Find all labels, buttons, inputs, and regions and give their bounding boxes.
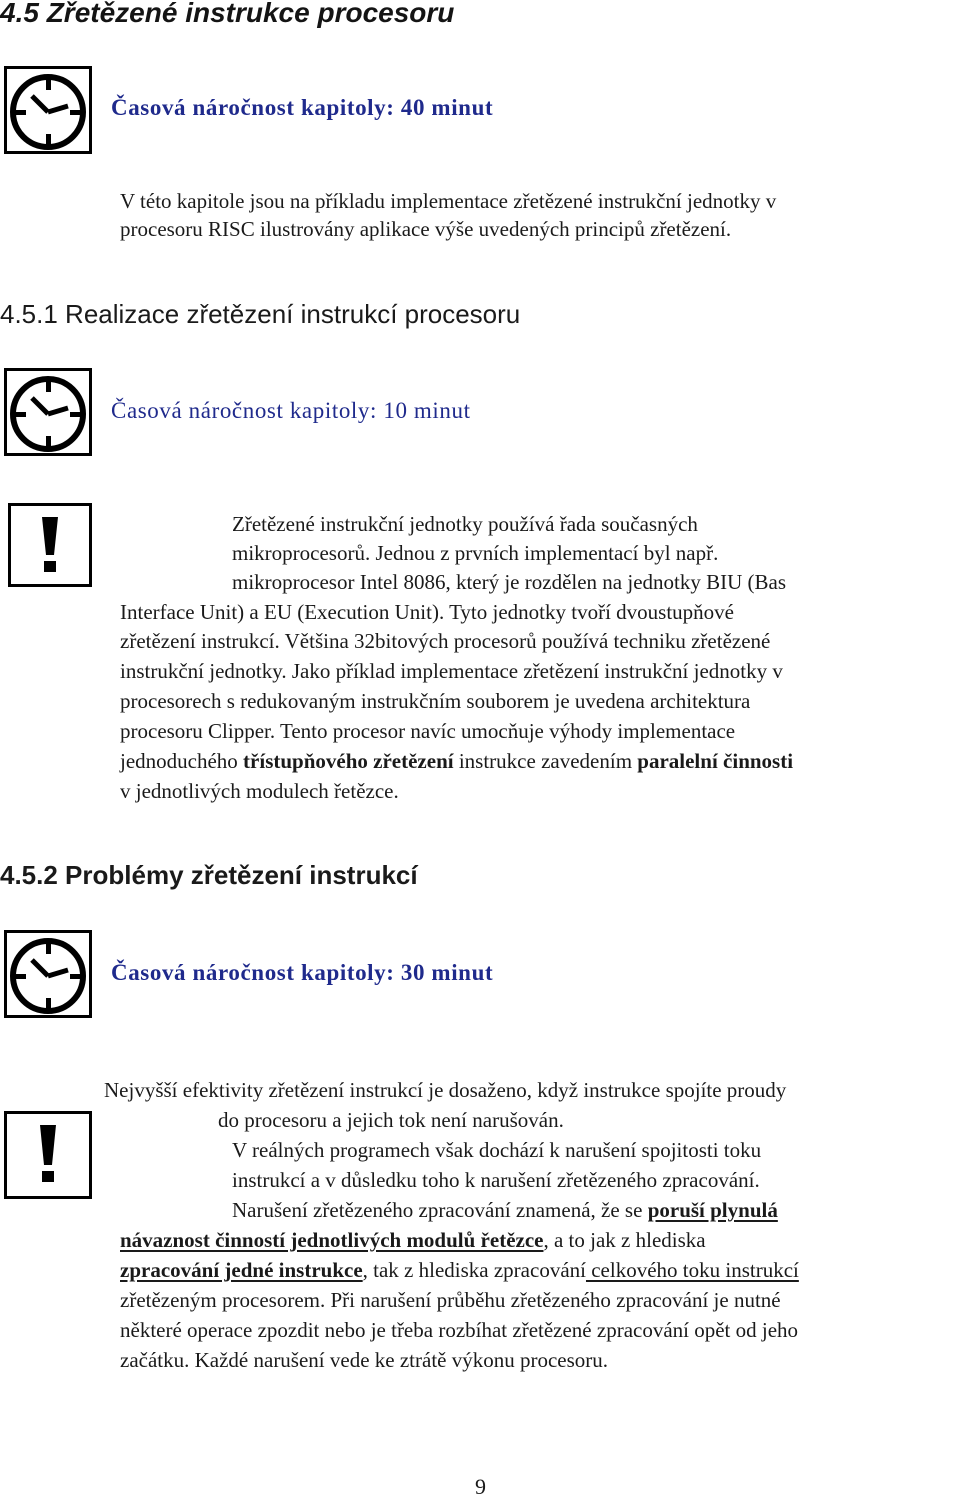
paragraph-line: některé operace zpozdit nebo je třeba rozbíhat zřetězené zpracování opět od jeho [120,1318,799,1342]
text-run: instrukce zavedením [453,749,638,773]
paragraph-line: začátku. Každé narušení vede ke ztrátě výkonu procesoru. [120,1348,609,1372]
text-run: jednoduchého [120,749,244,773]
paragraph-line: Interface Unit) a EU (Execution Unit). Tyto jednotky tvoří dvoustupňové [120,600,734,624]
paragraph-line [120,1225,706,1255]
paragraph-line: v jednotlivých modulech řetězce. [120,779,399,803]
paragraph-line [120,746,793,776]
paragraph-line: V reálných programech však dochází k narušení spojitosti toku [232,1138,762,1162]
paragraph-line: instrukční jednotky. Jako příklad implementace zřetězení instrukční jednotky v [120,659,783,683]
text-run: , tak z hlediska zpracování [362,1258,586,1282]
time-estimate: Časová náročnost kapitoly: 40 minut [111,95,494,120]
paragraph-line: instrukcí a v důsledku toho k narušení zřetězeného zpracování. [232,1168,760,1192]
underlined-term: návaznost činností jednotlivých modulů řetězce [120,1228,544,1252]
time-estimate: Časová náročnost kapitoly: 30 minut [111,960,494,985]
paragraph-line: zřetězeným procesorem. Při narušení průběhu zřetězeného zpracování je nutné [120,1288,781,1312]
clock-icon [4,930,92,1018]
paragraph-line: zřetězení instrukcí. Většina 32bitových procesorů používá techniku zřetězené [120,629,771,653]
paragraph-line: do procesoru a jejich tok není narušován. [218,1108,564,1132]
underlined-term: celkového toku instrukcí [585,1258,799,1282]
paragraph-line [120,1255,799,1285]
exclamation-icon [8,503,92,587]
text-run: Narušení zřetězeného zpracování znamená, že se [232,1198,648,1222]
section-title: 4.5 Zřetězené instrukce procesoru [0,0,455,28]
emphasis-term: paralelní činnosti [637,749,794,773]
paragraph-line: Nejvyšší efektivity zřetězení instrukcí je dosaženo, když instrukce spojíte proudy [104,1078,787,1102]
paragraph-line: procesorech s redukovaným instrukčním souborem je uvedena architektura [120,689,751,713]
page-number: 9 [475,1474,486,1499]
underlined-term: zpracování jedné instrukce [120,1258,363,1282]
paragraph-line: mikroprocesorů. Jednou z prvních implementací byl např. [232,541,719,565]
exclamation-icon [4,1111,92,1199]
subsection-title: 4.5.2 Problémy zřetězení instrukcí [0,860,418,890]
subsection-title: 4.5.1 Realizace zřetězení instrukcí procesoru [0,299,521,329]
underlined-term: poruší plynulá [647,1198,778,1222]
emphasis-term: třístupňového zřetězení [243,749,454,773]
paragraph-line [232,1195,778,1225]
intro-line: V této kapitole jsou na příkladu implementace zřetězené instrukční jednotky v [120,189,777,213]
paragraph-line: Zřetězené instrukční jednotky používá řada současných [232,512,698,536]
clock-icon [4,368,92,456]
intro-line: procesoru RISC ilustrovány aplikace výše uvedených principů zřetězení. [120,217,732,241]
paragraph-line: procesoru Clipper. Tento procesor navíc umocňuje výhody implementace [120,719,736,743]
clock-icon [4,66,92,154]
text-run: , a to jak z hlediska [543,1228,706,1252]
time-estimate: Časová náročnost kapitoly: 10 minut [111,398,471,423]
paragraph-line: mikroprocesor Intel 8086, který je rozdělen na jednotky BIU (Bas [232,570,787,594]
